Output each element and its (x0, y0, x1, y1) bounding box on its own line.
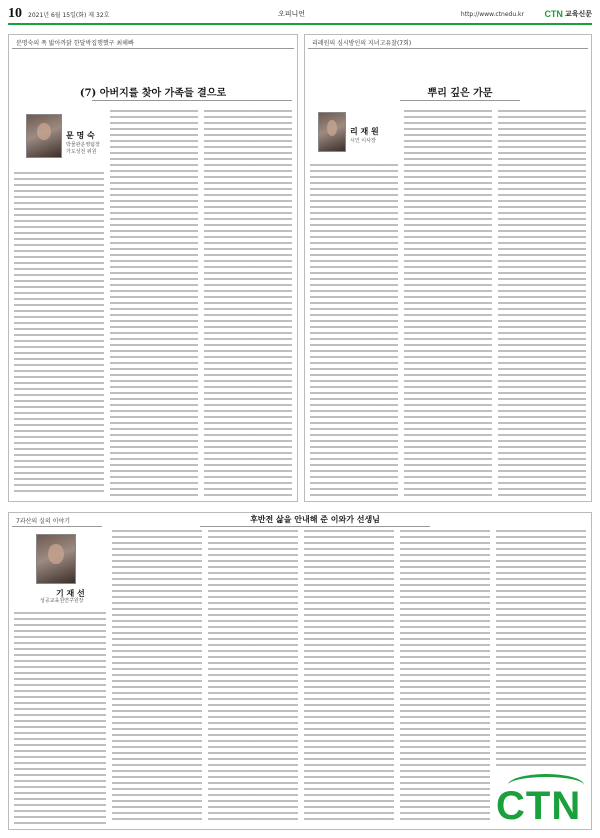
issue-date: 2021년 6월 15일(화) 제 32호 (28, 11, 110, 19)
article-1-column-label: 분명숙의 폭 밟아까닭 한달박집행했구 최해빠 (16, 40, 134, 47)
article-2-label-rule (308, 48, 588, 49)
article-1-title: (7) 아버지를 찾아 가족들 결으로 (79, 88, 227, 99)
article-3-column-3-text (208, 530, 298, 824)
author-photo-moon (26, 114, 62, 158)
article-1-title-rule (92, 100, 292, 101)
article-3-column-4-text (304, 530, 394, 824)
article-1-author-name: 문 명 숙 (66, 131, 95, 140)
ctn-logo-mark: CTN (544, 9, 563, 19)
article-3-label-rule (12, 526, 102, 527)
page-header (8, 6, 592, 22)
newspaper-name: 교육신문 (564, 10, 592, 18)
article-1-author-role: 박물관운영팀장 가도성전 위원 (66, 142, 100, 155)
article-2-column-label: 리레원의 심시방인의 지녀고유찰(7회) (312, 40, 412, 47)
newspaper-logo (544, 9, 592, 19)
header-rule (8, 23, 592, 25)
article-3-column-label: 7과산의 실의 이야기 (16, 518, 71, 525)
article-2-author-role: 시인 이사장 (350, 138, 376, 144)
ctn-footer-logo: CTN (496, 784, 582, 828)
article-1-column-2-text (110, 110, 198, 496)
section-name: 오피니언 (278, 10, 306, 18)
author-photo-ki (36, 534, 76, 584)
article-3-column-2-text (112, 530, 202, 824)
article-2-column-2-text (404, 110, 492, 496)
article-1-column-3-text (204, 110, 292, 496)
article-2-column-3-text (498, 110, 586, 496)
article-2-author-name: 리 재 원 (350, 127, 379, 136)
article-3-title-rule (200, 526, 430, 527)
article-2-column-1-text (310, 164, 398, 496)
article-3-column-1-text (14, 612, 106, 824)
article-3-author-name: 기 재 선 (56, 589, 85, 598)
site-url[interactable]: http://www.ctnedu.kr (460, 10, 524, 18)
article-3-column-5-text (400, 530, 490, 824)
article-2-title: 뿌리 깊은 가문 (427, 88, 493, 99)
article-1-column-1-text (14, 172, 104, 496)
article-2-title-rule (400, 100, 520, 101)
article-3-title: 후반전 삶을 안내해 준 이와가 선생님 (250, 514, 380, 524)
page-number: 10 (8, 6, 22, 21)
article-1-label-rule (12, 48, 294, 49)
article-3-column-6-text (496, 530, 586, 766)
article-3-author-role: 성공교육원연구원장 (40, 598, 84, 604)
author-photo-lee (318, 112, 346, 152)
